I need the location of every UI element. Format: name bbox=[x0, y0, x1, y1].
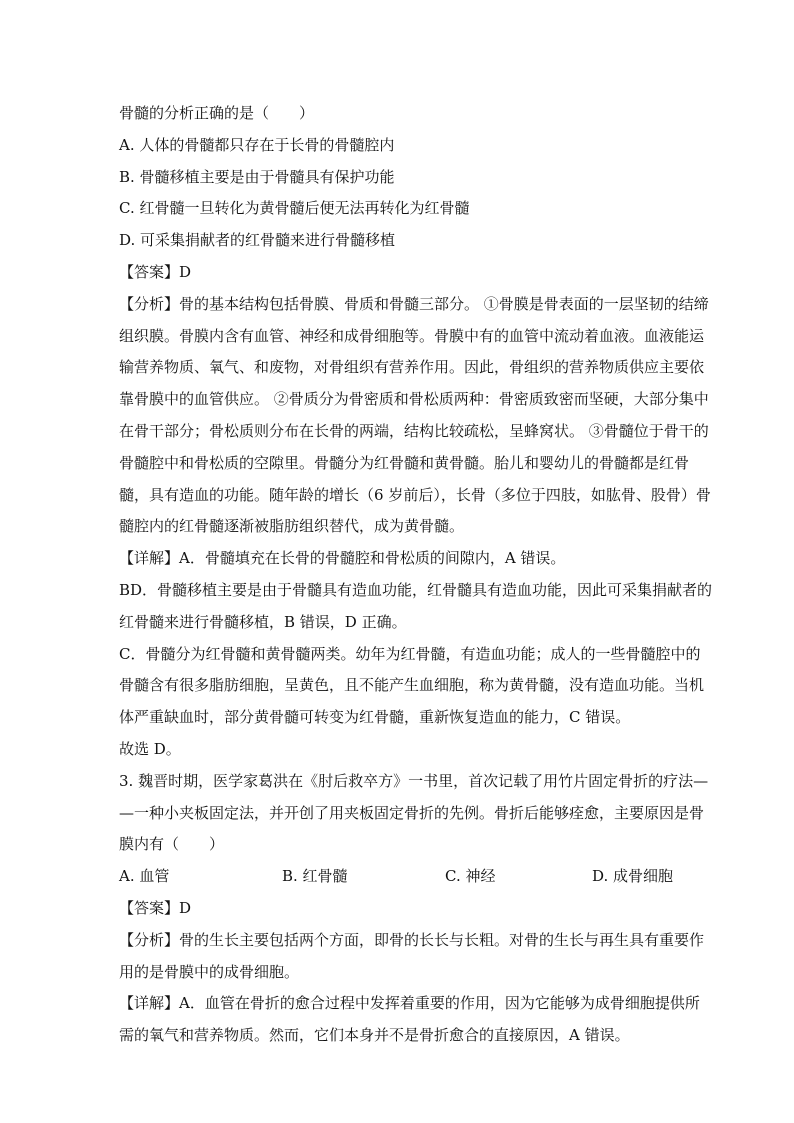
q3-options-row bbox=[119, 861, 675, 893]
q2-analysis-line: 【分析】骨的基本结构包括骨膜、骨质和骨髓三部分。 ①骨膜是骨表面的一层坚韧的结缔 bbox=[119, 294, 709, 313]
q3-answer: 【答案】D bbox=[119, 898, 192, 917]
q3-option-d: D. 成骨细胞 bbox=[592, 867, 674, 886]
q2-detail-line: 骨髓含有很多脂肪细胞，呈黄色，且不能产生血细胞，称为黄骨髓，没有造血功能。当机 bbox=[119, 676, 705, 695]
q2-analysis-line: 髓，具有造血的功能。随年龄的增长（6 岁前后），长骨（多位于四肢，如肱骨、股骨）骨 bbox=[119, 485, 711, 504]
q2-answer: 【答案】D bbox=[119, 262, 192, 281]
q3-option-b: B. 红骨髓 bbox=[282, 867, 348, 886]
q3-detail-line: 需的氧气和营养物质。然而，它们本身并不是骨折愈合的直接原因，A 错误。 bbox=[119, 1026, 630, 1045]
q2-analysis-line: 输营养物质、氧气、和废物，对骨组织有营养作用。因此，骨组织的营养物质供应主要依 bbox=[119, 358, 705, 377]
q2-option-b: B. 骨髓移植主要是由于骨髓具有保护功能 bbox=[119, 167, 395, 186]
q2-conclusion: 故选 D。 bbox=[119, 739, 181, 758]
q2-option-d: D. 可采集捐献者的红骨髓来进行骨髓移植 bbox=[119, 231, 396, 250]
q2-analysis-line: 在骨干部分；骨松质则分布在长骨的两端，结构比较疏松，呈蜂窝状。 ③骨髓位于骨干的 bbox=[119, 421, 709, 440]
q2-detail-line: 体严重缺血时，部分黄骨髓可转变为红骨髓，重新恢复造血的能力，C 错误。 bbox=[119, 708, 631, 727]
q3-option-c: C. 神经 bbox=[445, 867, 496, 886]
q2-analysis-line: 组织膜。骨膜内含有血管、神经和成骨细胞等。骨膜中有的血管中流动着血液。血液能运 bbox=[119, 326, 705, 345]
q2-detail-line: BD．骨髓移植主要是由于骨髓具有造血功能，红骨髓具有造血功能，因此可采集捐献者的 bbox=[119, 580, 713, 599]
q3-analysis-line: 【分析】骨的生长主要包括两个方面，即骨的长长与长粗。对骨的生长与再生具有重要作 bbox=[119, 930, 705, 949]
q2-detail-line: 【详解】A．骨髓填充在长骨的骨髓腔和骨松质的间隙内，A 错误。 bbox=[119, 549, 566, 568]
q3-stem-line: 3. 魏晋时期，医学家葛洪在《肘后救卒方》一书里，首次记载了用竹片固定骨折的疗法— bbox=[119, 771, 709, 790]
q2-detail-line: C．骨髓分为红骨髓和黄骨髓两类。幼年为红骨髓，有造血功能；成人的一些骨髓腔中的 bbox=[119, 644, 701, 663]
q2-stem: 骨髓的分析正确的是（ ） bbox=[119, 104, 315, 122]
q2-option-c: C. 红骨髓一旦转化为黄骨髓后便无法再转化为红骨髓 bbox=[119, 199, 470, 218]
q3-stem-line: —一种小夹板固定法，并开创了用夹板固定骨折的先例。骨折后能够痊愈，主要原因是骨 bbox=[119, 803, 705, 822]
q3-option-a: A. 血管 bbox=[119, 867, 170, 886]
q2-detail-line: 红骨髓来进行骨髓移植，B 错误，D 正确。 bbox=[119, 612, 407, 631]
q3-stem-line: 膜内有（ ） bbox=[119, 835, 225, 854]
q2-analysis-line: 髓腔内的红骨髓逐渐被脂肪组织替代，成为黄骨髓。 bbox=[119, 517, 465, 536]
q3-detail-line: 【详解】A．血管在骨折的愈合过程中发挥着重要的作用，因为它能够为成骨细胞提供所 bbox=[119, 994, 700, 1013]
page-content bbox=[119, 98, 713, 1052]
q2-analysis-line: 骨髓腔中和骨松质的空隙里。骨髓分为红骨髓和黄骨髓。胎儿和婴幼儿的骨髓都是红骨 bbox=[119, 453, 690, 472]
q2-option-a: A. 人体的骨髓都只存在于长骨的骨髓腔内 bbox=[119, 135, 395, 154]
q2-analysis-line: 靠骨膜中的血管供应。 ②骨质分为骨密质和骨松质两种：骨密质致密而坚硬，大部分集中 bbox=[119, 390, 709, 409]
q3-analysis-line: 用的是骨膜中的成骨细胞。 bbox=[119, 962, 300, 981]
